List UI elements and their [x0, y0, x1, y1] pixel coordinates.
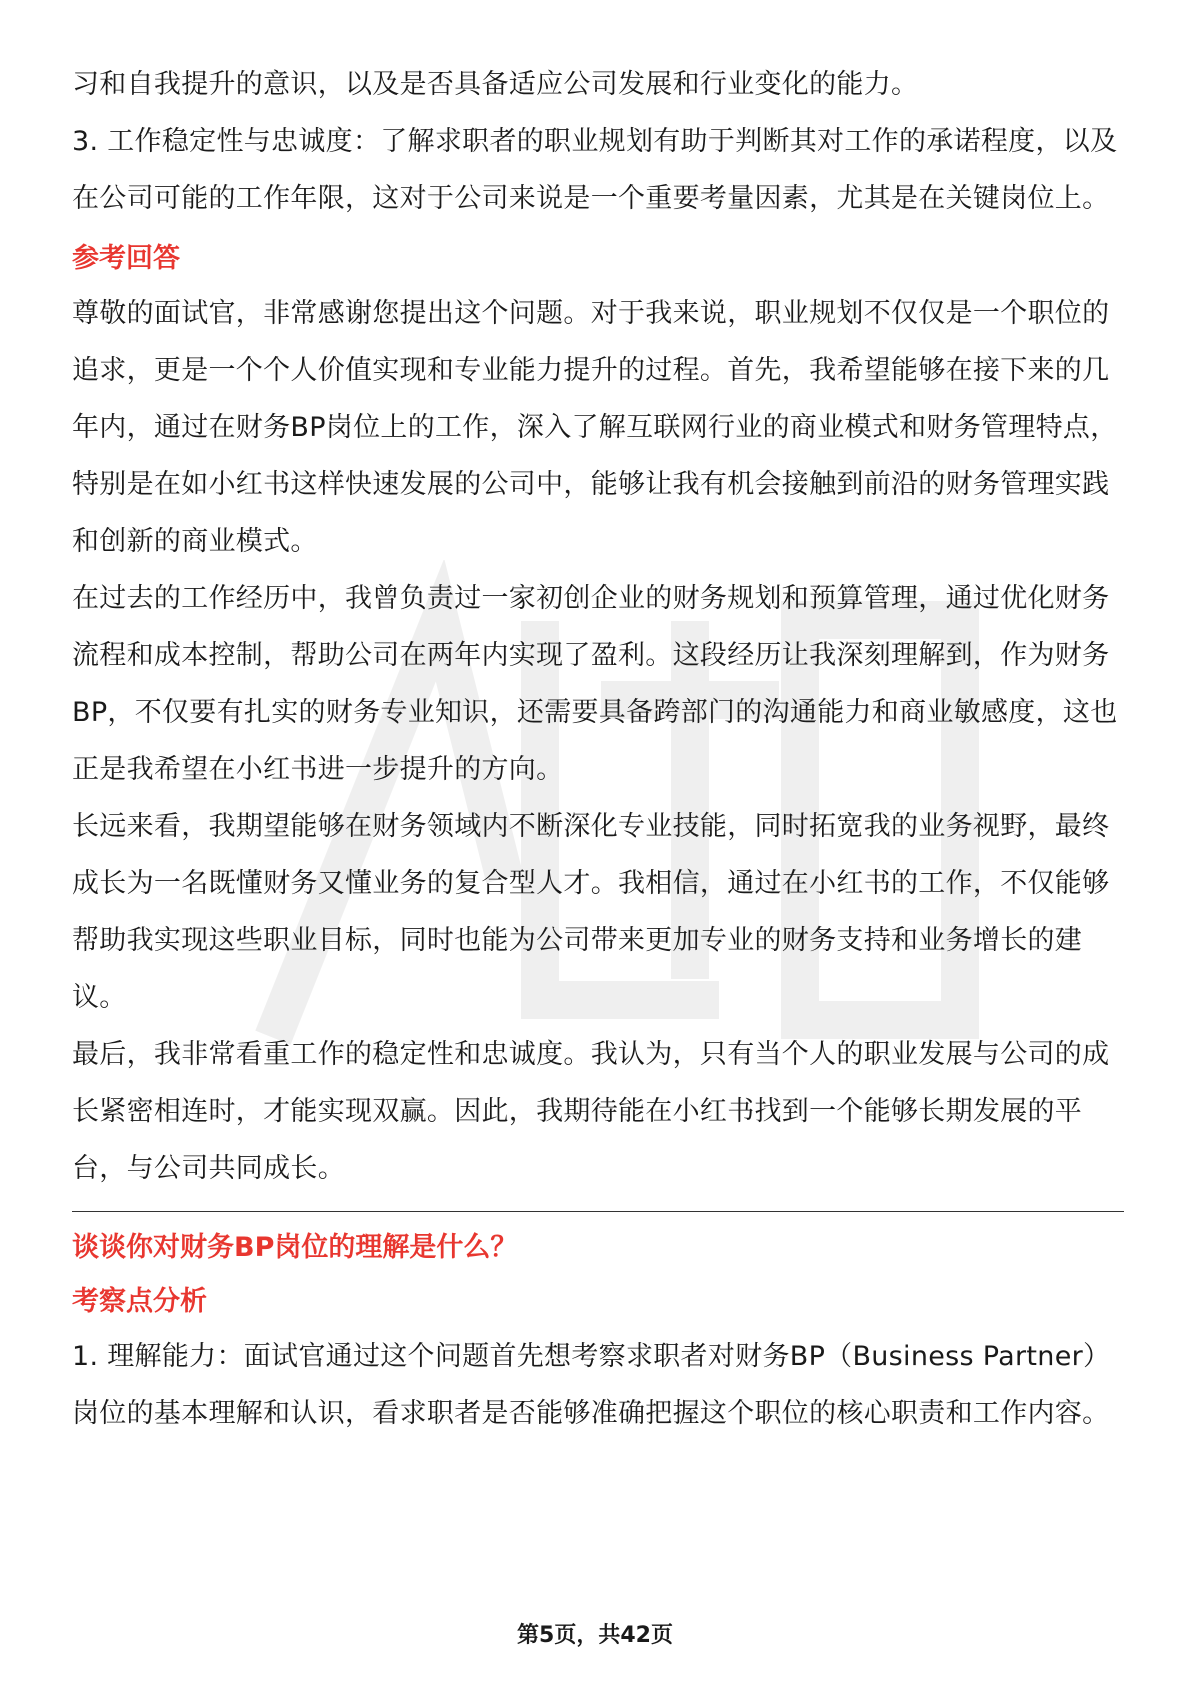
- answer-paragraph-4: 最后，我非常看重工作的稳定性和忠诚度。我认为，只有当个人的职业发展与公司的成长紧密相连时，才能实现双赢。因此，我期待能在小红书找到一个能够长期发展的平台，与公司共同成长。: [72, 1039, 1110, 1184]
- section-divider: [72, 1211, 1124, 1212]
- answer-paragraph-1: 尊敬的面试官，非常感谢您提出这个问题。对于我来说，职业规划不仅仅是一个职位的追求，更是一个个人价值实现和专业能力提升的过程。首先，我希望能够在接下来的几年内，通过在财务BP岗位上的工作，深入了解互联网行业的商业模式和财务管理特点，特别是在如小红书这样快速发展的公司中，能够让我有机会接触到前沿的财务管理实践和创新的商业模式。: [72, 298, 1118, 557]
- answer-paragraph-3: 长远来看，我期望能够在财务领域内不断深化专业技能，同时拓宽我的业务视野，最终成长为一名既懂财务又懂业务的复合型人才。我相信，通过在小红书的工作，不仅能够帮助我实现这些职业目标，同时也能为公司带来更加专业的财务支持和业务增长的建议。: [72, 811, 1110, 1013]
- answer-paragraph-2: 在过去的工作经历中，我曾负责过一家初创企业的财务规划和预算管理，通过优化财务流程和成本控制，帮助公司在两年内实现了盈利。这段经历让我深刻理解到，作为财务BP，不仅要有扎实的财务专业知识，还需要具备跨部门的沟通能力和商业敏感度，这也正是我希望在小红书进一步提升的方向。: [72, 583, 1118, 785]
- question-title: 谈谈你对财务BP岗位的理解是什么？: [72, 1232, 518, 1263]
- analysis-paragraph-1: 1. 理解能力：面试官通过这个问题首先想考察求职者对财务BP（Business Partner）岗位的基本理解和认识，看求职者是否能够准确把握这个职位的核心职责和工作内容。: [72, 1341, 1111, 1429]
- intro-paragraph-2: 3. 工作稳定性与忠诚度：了解求职者的职业规划有助于判断其对工作的承诺程度，以及在公司可能的工作年限，这对于公司来说是一个重要考量因素，尤其是在关键岗位上。: [72, 126, 1118, 214]
- intro-paragraph-1: 习和自我提升的意识，以及是否具备适应公司发展和行业变化的能力。: [72, 69, 919, 100]
- document-page: [72, 56, 1124, 1442]
- answer-heading: 参考回答: [72, 243, 180, 274]
- analysis-heading: 考察点分析: [72, 1286, 207, 1317]
- page-footer: 第5页，共42页: [517, 1623, 673, 1648]
